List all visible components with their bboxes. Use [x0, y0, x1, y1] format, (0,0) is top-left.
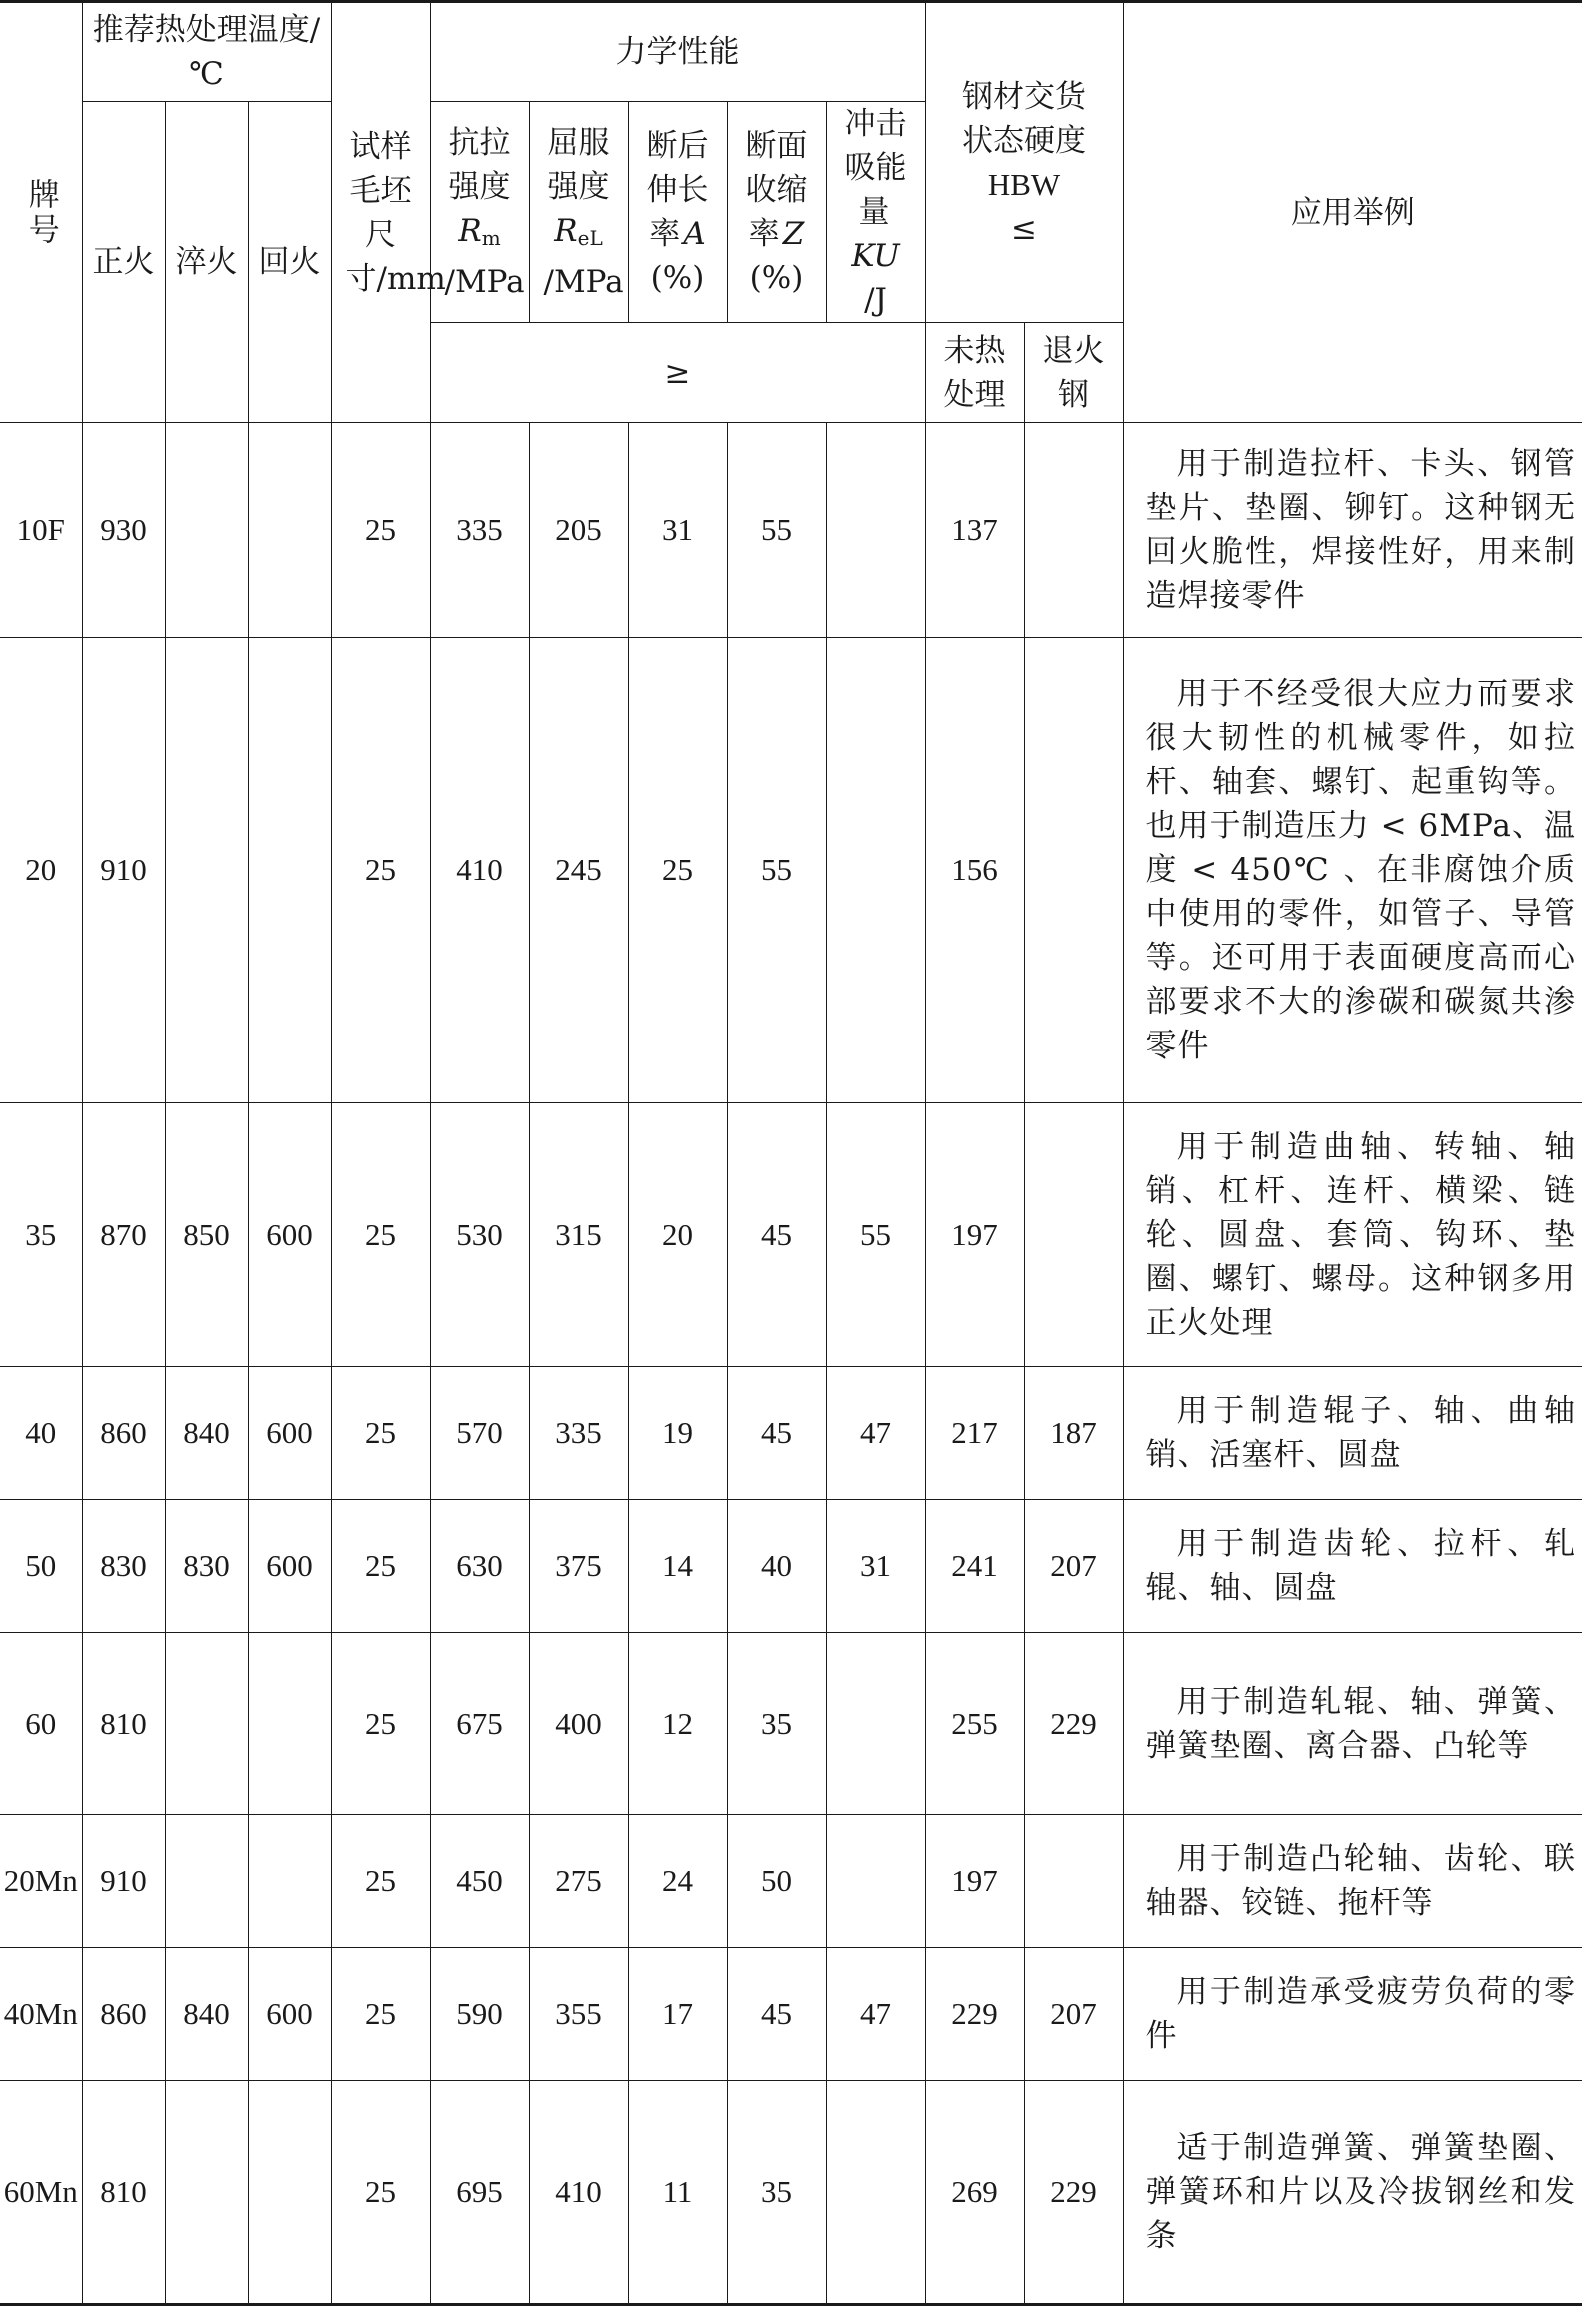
col-application-header: 应用举例	[1123, 2, 1582, 423]
cell-rm: 450	[430, 1815, 529, 1948]
cell-quench	[165, 2081, 248, 2305]
cell-hbw-untreated: 241	[925, 1500, 1024, 1633]
cell-hbw-annealed	[1024, 1815, 1123, 1948]
cell-hbw-untreated: 156	[925, 638, 1024, 1103]
cell-quench	[165, 638, 248, 1103]
cell-a: 14	[628, 1500, 727, 1633]
table-body	[0, 423, 1582, 2305]
reduct-pre: 断面收缩率	[745, 128, 808, 252]
col-tensile-header	[430, 102, 529, 323]
cell-rm: 695	[430, 2081, 529, 2305]
cell-quench: 830	[165, 1500, 248, 1633]
cell-temper: 600	[248, 1948, 331, 2081]
cell-application	[1123, 1103, 1582, 1367]
table-row	[0, 1103, 1582, 1367]
cell-rel: 375	[529, 1500, 628, 1633]
hardness-line3: HBW	[987, 166, 1061, 202]
cell-normalize: 910	[82, 638, 165, 1103]
col-impact-header	[826, 102, 925, 323]
cell-hbw-untreated: 269	[925, 2081, 1024, 2305]
cell-z: 55	[727, 638, 826, 1103]
table-row	[0, 1367, 1582, 1500]
cell-application	[1123, 638, 1582, 1103]
hardness-line1: 钢材交货	[962, 78, 1086, 115]
cell-hbw-annealed	[1024, 1103, 1123, 1367]
cell-a: 17	[628, 1948, 727, 2081]
cell-ku	[826, 1815, 925, 1948]
cell-normalize: 930	[82, 423, 165, 638]
cell-grade: 20Mn	[0, 1815, 82, 1948]
cell-z: 40	[727, 1500, 826, 1633]
cell-hbw-untreated: 255	[925, 1633, 1024, 1815]
table-row	[0, 423, 1582, 638]
cell-hbw-untreated: 229	[925, 1948, 1024, 2081]
cell-z: 55	[727, 423, 826, 638]
col-elongation-header	[628, 102, 727, 323]
cell-size: 25	[331, 1948, 430, 2081]
table-row	[0, 1815, 1582, 1948]
cell-rel: 275	[529, 1815, 628, 1948]
cell-z: 50	[727, 1815, 826, 1948]
cell-rel: 335	[529, 1367, 628, 1500]
cell-normalize: 910	[82, 1815, 165, 1948]
cell-application	[1123, 1948, 1582, 2081]
cell-rel: 315	[529, 1103, 628, 1367]
tensile-pre: 抗拉强度	[448, 124, 511, 205]
table-row	[0, 1633, 1582, 1815]
tensile-sub: m	[481, 225, 501, 250]
cell-normalize: 810	[82, 1633, 165, 1815]
cell-rel: 245	[529, 638, 628, 1103]
table-row	[0, 1500, 1582, 1633]
cell-temper	[248, 423, 331, 638]
yield-unit: /MPa	[543, 263, 624, 300]
cell-rel: 400	[529, 1633, 628, 1815]
hardness-line2: 状态硬度	[962, 122, 1086, 159]
cell-rm: 530	[430, 1103, 529, 1367]
cell-a: 20	[628, 1103, 727, 1367]
cell-hbw-annealed: 207	[1024, 1500, 1123, 1633]
table-row	[0, 638, 1582, 1103]
cell-temper	[248, 1815, 331, 1948]
elong-pre: 断后伸长率	[646, 128, 709, 252]
tensile-sym: R	[458, 212, 482, 249]
cell-rm: 675	[430, 1633, 529, 1815]
cell-grade: 50	[0, 1500, 82, 1633]
col-temper-header: 回火	[248, 102, 331, 423]
application-text: 用于制造承受疲劳负荷的零件	[1145, 1974, 1576, 2054]
cell-size: 25	[331, 1815, 430, 1948]
impact-sym: KU	[851, 238, 900, 274]
yield-pre: 屈服强度	[547, 124, 610, 205]
cell-rel: 355	[529, 1948, 628, 2081]
cell-hbw-untreated: 197	[925, 1815, 1024, 1948]
cell-rm: 570	[430, 1367, 529, 1500]
application-text: 适于制造弹簧、弹簧垫圈、弹簧环和片以及冷拔钢丝和发条	[1145, 2130, 1576, 2254]
elong-sym: A	[683, 216, 706, 252]
cell-grade: 40Mn	[0, 1948, 82, 2081]
cell-temper	[248, 638, 331, 1103]
application-text: 用于制造辊子、轴、曲轴销、活塞杆、圆盘	[1145, 1393, 1576, 1473]
yield-sub: eL	[577, 225, 603, 250]
cell-application	[1123, 2081, 1582, 2305]
application-text: 用于制造凸轮轴、齿轮、联轴器、铰链、拖杆等	[1145, 1841, 1576, 1921]
cell-z: 35	[727, 2081, 826, 2305]
cell-rm: 335	[430, 423, 529, 638]
cell-temper	[248, 2081, 331, 2305]
cell-quench: 840	[165, 1948, 248, 2081]
cell-temper: 600	[248, 1500, 331, 1633]
cell-application	[1123, 1815, 1582, 1948]
application-text: 用于制造曲轴、转轴、轴销、杠杆、连杆、横梁、链轮、圆盘、套筒、钩环、垫圈、螺钉、螺母。这种钢多用正火处理	[1145, 1128, 1576, 1341]
col-reduction-header	[727, 102, 826, 323]
min-value-symbol: ≥	[430, 323, 925, 423]
cell-grade: 60	[0, 1633, 82, 1815]
yield-sym: R	[554, 212, 578, 249]
impact-pre: 冲击吸能量	[844, 106, 907, 230]
cell-ku	[826, 2081, 925, 2305]
cell-grade: 40	[0, 1367, 82, 1500]
cell-quench	[165, 1633, 248, 1815]
cell-a: 12	[628, 1633, 727, 1815]
cell-quench: 850	[165, 1103, 248, 1367]
cell-rm: 410	[430, 638, 529, 1103]
cell-z: 45	[727, 1367, 826, 1500]
cell-hbw-annealed	[1024, 638, 1123, 1103]
cell-rm: 590	[430, 1948, 529, 2081]
cell-grade: 20	[0, 638, 82, 1103]
cell-application	[1123, 423, 1582, 638]
cell-size: 25	[331, 2081, 430, 2305]
cell-a: 19	[628, 1367, 727, 1500]
application-text: 用于制造齿轮、拉杆、轧辊、轴、圆盘	[1145, 1526, 1576, 1606]
cell-z: 35	[727, 1633, 826, 1815]
cell-size: 25	[331, 423, 430, 638]
col-normalize-header: 正火	[82, 102, 165, 423]
col-sample-size-header: 试样毛坯尺寸/mm	[331, 2, 430, 423]
cell-hbw-annealed	[1024, 423, 1123, 638]
heat-treatment-group-header: 推荐热处理温度/℃	[82, 2, 331, 102]
cell-ku: 47	[826, 1948, 925, 2081]
cell-grade: 35	[0, 1103, 82, 1367]
cell-application	[1123, 1367, 1582, 1500]
reduct-sym: Z	[782, 216, 805, 252]
cell-normalize: 870	[82, 1103, 165, 1367]
cell-quench	[165, 423, 248, 638]
application-text: 用于制造轧辊、轴、弹簧、弹簧垫圈、离合器、凸轮等	[1145, 1683, 1576, 1764]
col-annealed-header: 退火钢	[1024, 323, 1123, 423]
cell-hbw-annealed: 229	[1024, 2081, 1123, 2305]
application-text: 用于制造拉杆、卡头、钢管垫片、垫圈、铆钉。这种钢无回火脆性，焊接性好，用来制造焊接零件	[1145, 446, 1576, 614]
cell-z: 45	[727, 1948, 826, 2081]
cell-size: 25	[331, 1103, 430, 1367]
cell-a: 31	[628, 423, 727, 638]
col-quench-header: 淬火	[165, 102, 248, 423]
mechanical-properties-group-header: 力学性能	[430, 2, 925, 102]
table-row	[0, 1948, 1582, 2081]
cell-normalize: 860	[82, 1367, 165, 1500]
cell-quench	[165, 1815, 248, 1948]
col-grade-header: 牌号	[0, 2, 82, 423]
cell-size: 25	[331, 638, 430, 1103]
table-row	[0, 2081, 1582, 2305]
col-yield-header	[529, 102, 628, 323]
cell-hbw-annealed: 187	[1024, 1367, 1123, 1500]
cell-normalize: 810	[82, 2081, 165, 2305]
cell-size: 25	[331, 1500, 430, 1633]
hardness-line4: ≤	[1011, 210, 1037, 247]
cell-hbw-untreated: 217	[925, 1367, 1024, 1500]
hardness-group-header	[925, 2, 1123, 323]
cell-ku: 55	[826, 1103, 925, 1367]
cell-ku	[826, 638, 925, 1103]
cell-temper: 600	[248, 1103, 331, 1367]
cell-rel: 205	[529, 423, 628, 638]
elong-unit: (%)	[650, 260, 705, 296]
cell-rm: 630	[430, 1500, 529, 1633]
cell-grade: 60Mn	[0, 2081, 82, 2305]
cell-temper: 600	[248, 1367, 331, 1500]
tensile-unit: /MPa	[444, 263, 525, 300]
cell-ku	[826, 423, 925, 638]
cell-a: 25	[628, 638, 727, 1103]
cell-a: 11	[628, 2081, 727, 2305]
cell-a: 24	[628, 1815, 727, 1948]
impact-unit: /J	[864, 282, 887, 318]
cell-rel: 410	[529, 2081, 628, 2305]
cell-ku: 47	[826, 1367, 925, 1500]
cell-size: 25	[331, 1367, 430, 1500]
col-untreated-header: 未热处理	[925, 323, 1024, 423]
cell-temper	[248, 1633, 331, 1815]
cell-hbw-annealed: 229	[1024, 1633, 1123, 1815]
reduct-unit: (%)	[749, 260, 804, 296]
cell-ku	[826, 1633, 925, 1815]
cell-hbw-annealed: 207	[1024, 1948, 1123, 2081]
cell-z: 45	[727, 1103, 826, 1367]
cell-application	[1123, 1633, 1582, 1815]
cell-ku: 31	[826, 1500, 925, 1633]
cell-grade: 10F	[0, 423, 82, 638]
cell-hbw-untreated: 197	[925, 1103, 1024, 1367]
application-text: 用于不经受很大应力而要求很大韧性的机械零件，如拉杆、轴套、螺钉、起重钩等。也用于制造压力 < 6MPa、温度 < 450℃ 、在非腐蚀介质中使用的零件，如管子、导管等。还可用于表面硬度高而心部要求不大的渗碳和碳氮共渗零件	[1145, 676, 1576, 1064]
cell-size: 25	[331, 1633, 430, 1815]
cell-application	[1123, 1500, 1582, 1633]
cell-quench: 840	[165, 1367, 248, 1500]
cell-hbw-untreated: 137	[925, 423, 1024, 638]
cell-normalize: 860	[82, 1948, 165, 2081]
cell-normalize: 830	[82, 1500, 165, 1633]
